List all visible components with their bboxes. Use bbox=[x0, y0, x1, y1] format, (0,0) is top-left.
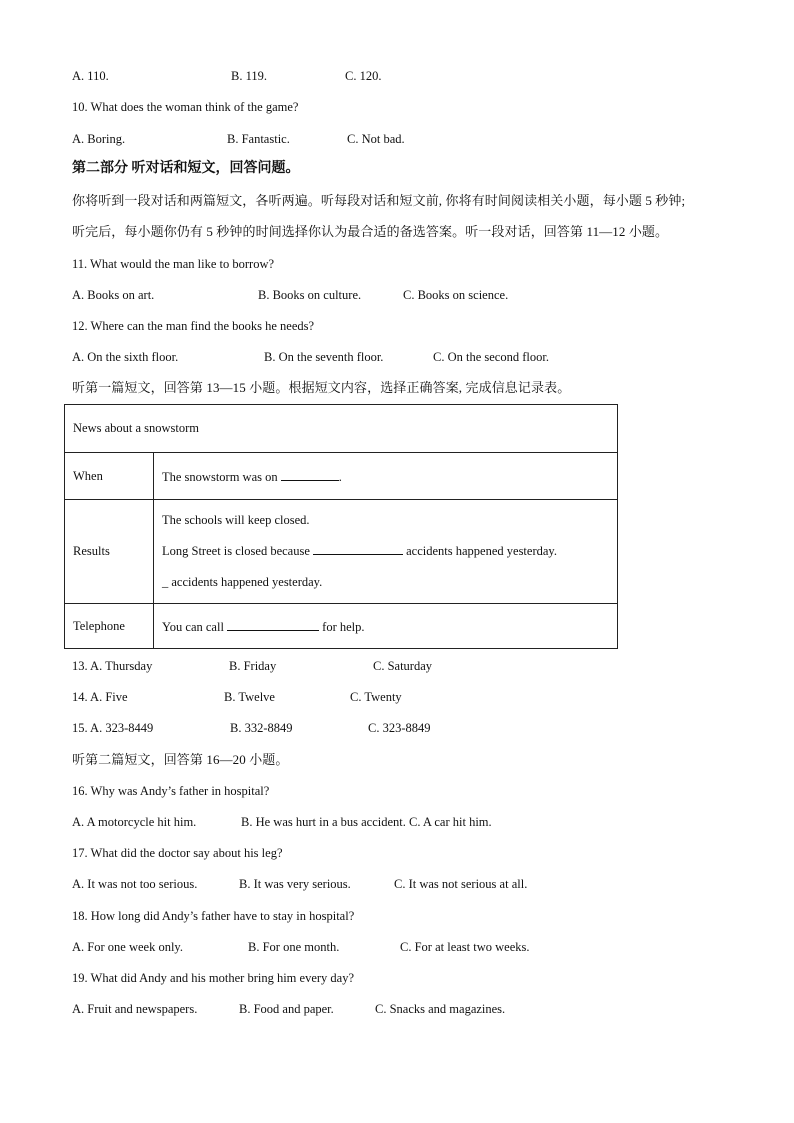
when-cell bbox=[154, 453, 618, 500]
q12-option-a: A. On the sixth floor. bbox=[72, 350, 179, 364]
q16-question: 16. Why was Andy’s father in hospital? bbox=[72, 784, 270, 798]
q14-option-b: B. Twelve bbox=[224, 690, 275, 704]
q9-option-b: B. 119. bbox=[231, 69, 267, 83]
passage1-intro: 听第一篇短文，回答第 13—15 小题。根据短文内容，选择正确答案, 完成信息记录表。 bbox=[72, 380, 571, 395]
q10-option-a: A. Boring. bbox=[72, 132, 126, 146]
q18-option-c: C. For at least two weeks. bbox=[400, 940, 530, 954]
table-title: News about a snowstorm bbox=[65, 405, 618, 453]
results-blank bbox=[313, 542, 403, 555]
table-row bbox=[65, 604, 618, 649]
q13-option-b: B. Friday bbox=[229, 659, 277, 673]
q17-option-a: A. It was not too serious. bbox=[72, 877, 198, 891]
q13-option-a: 13. A. Thursday bbox=[72, 659, 153, 673]
q16-option-a: A. A motorcycle hit him. bbox=[72, 815, 197, 829]
results-line3: _ accidents happened yesterday. bbox=[162, 575, 323, 589]
q12-question: 12. Where can the man find the books he needs? bbox=[72, 319, 315, 333]
results-line2-end: accidents happened yesterday. bbox=[406, 544, 557, 558]
q16-option-bc: B. He was hurt in a bus accident. C. A car hit him. bbox=[241, 815, 492, 829]
q12-option-c: C. On the second floor. bbox=[433, 350, 549, 364]
q19-option-b: B. Food and paper. bbox=[239, 1002, 334, 1016]
q13-option-c: C. Saturday bbox=[373, 659, 433, 673]
q19-option-c: C. Snacks and magazines. bbox=[375, 1002, 506, 1016]
part2-instructions-line1: 你将听到一段对话和两篇短文，各听两遍。听每段对话和短文前, 你将有时间阅读相关小题，每小题 5 秒钟; bbox=[72, 193, 686, 208]
q19-option-a: A. Fruit and newspapers. bbox=[72, 1002, 198, 1016]
results-line1: The schools will keep closed. bbox=[162, 513, 310, 527]
results-line2-start: Long Street is closed because bbox=[162, 544, 310, 558]
results-cell bbox=[154, 500, 618, 604]
q17-option-c: C. It was not serious at all. bbox=[394, 877, 528, 891]
passage2-intro: 听第二篇短文，回答第 16—20 小题。 bbox=[72, 752, 289, 767]
telephone-end: for help. bbox=[322, 619, 365, 634]
q9-option-a: A. 110. bbox=[72, 69, 109, 83]
q10-option-b: B. Fantastic. bbox=[227, 132, 290, 146]
info-record-table bbox=[64, 404, 618, 649]
telephone-start: You can call bbox=[162, 619, 224, 634]
q15-option-b: B. 332-8849 bbox=[230, 721, 293, 735]
q17-option-b: B. It was very serious. bbox=[239, 877, 351, 891]
q11-option-a: A. Books on art. bbox=[72, 288, 155, 302]
q14-option-a: 14. A. Five bbox=[72, 690, 128, 704]
q15-option-c: C. 323-8849 bbox=[368, 721, 431, 735]
q18-option-b: B. For one month. bbox=[248, 940, 340, 954]
when-text: The snowstorm was on bbox=[162, 469, 278, 484]
q12-option-b: B. On the seventh floor. bbox=[264, 350, 384, 364]
when-end: . bbox=[338, 469, 342, 484]
q11-option-c: C. Books on science. bbox=[403, 288, 509, 302]
part2-title: 第二部分 听对话和短文，回答问题。 bbox=[72, 161, 300, 176]
results-line2 bbox=[162, 536, 609, 567]
q11-question: 11. What would the man like to borrow? bbox=[72, 257, 275, 271]
q14-option-c: C. Twenty bbox=[350, 690, 402, 704]
q10-question: 10. What does the woman think of the game? bbox=[72, 100, 299, 114]
q18-option-a: A. For one week only. bbox=[72, 940, 183, 954]
q15-option-a: 15. A. 323-8449 bbox=[72, 721, 154, 735]
q18-question: 18. How long did Andy’s father have to stay in hospital? bbox=[72, 909, 355, 923]
q10-option-c: C. Not bad. bbox=[347, 132, 405, 146]
telephone-blank bbox=[227, 618, 319, 631]
results-label: Results bbox=[65, 500, 154, 604]
table-row bbox=[65, 405, 618, 453]
part2-instructions-line2: 听完后，每小题你仍有 5 秒钟的时间选择你认为最合适的备选答案。听一段对话，回答第 11—12 小题。 bbox=[72, 224, 669, 239]
telephone-label: Telephone bbox=[65, 604, 154, 649]
when-blank bbox=[281, 468, 339, 481]
q19-question: 19. What did Andy and his mother bring him every day? bbox=[72, 971, 355, 985]
q11-option-b: B. Books on culture. bbox=[258, 288, 362, 302]
table-row bbox=[65, 453, 618, 500]
when-label: When bbox=[65, 453, 154, 500]
table-row bbox=[65, 500, 618, 604]
q9-option-c: C. 120. bbox=[345, 69, 382, 83]
telephone-cell bbox=[154, 604, 618, 649]
q17-question: 17. What did the doctor say about his leg? bbox=[72, 846, 283, 860]
